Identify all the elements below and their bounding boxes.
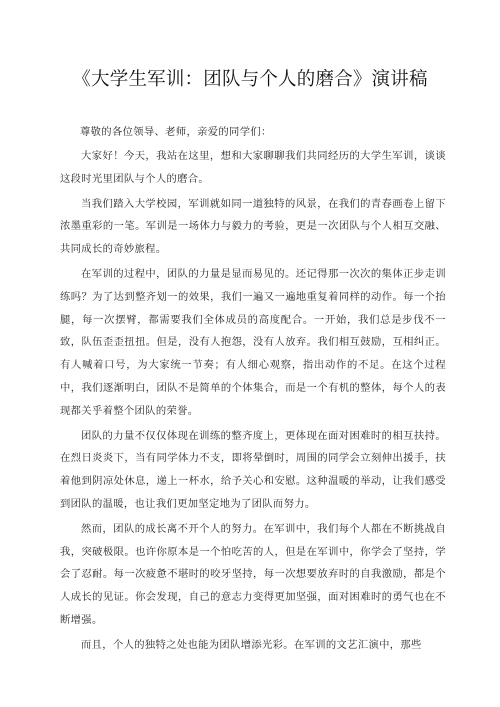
paragraph-mutual-support: 团队的力量不仅仅体现在训练的整齐度上，更体现在面对困难时的相互扶持。在烈日炎炎下，当有同学体力不支，即将晕倒时，周围的同学会立刻伸出援手，扶着他到阴凉处休息，递上一杯水，给予关心和安慰。这种温暖的举动，让我们感受到团队的温暖，也让我们更加坚定地为了团队而努力。 bbox=[60, 429, 446, 510]
paragraph-greeting: 大家好！今天，我站在这里，想和大家聊聊我们共同经历的大学生军训，谈谈这段时光里团队与个人的磨合。 bbox=[60, 150, 446, 185]
paragraph-individual-effort: 然而，团队的成长离不开个人的努力。在军训中，我们每个人都在不断挑战自我，突破极限。也许你原本是一个怕吃苦的人，但是在军训中，你学会了坚持，学会了忍耐。每一次疲惫不堪时的咬牙坚持，每一次想要放弃时的自我激励，都是个人成长的见证。你会发现，自己的意志力变得更加坚强，面对困难时的勇气也在不断增强。 bbox=[60, 522, 446, 626]
paragraph-team-power: 在军训的过程中，团队的力量是显而易见的。还记得那一次次的集体正步走训练吗？为了达到整齐划一的效果，我们一遍又一遍地重复着同样的动作。每一个抬腿，每一次摆臂，都需要我们全体成员的高度配合。一开始，我们总是步伐不一致，队伍歪歪扭扭。但是，没有人抱怨，没有人放弃。我们相互鼓励，互相纠正。有人喊着口号，为大家统一节奏；有人细心观察，指出动作的不足。在这个过程中，我们逐渐明白，团队不是简单的个体集合，而是一个有机的整体，每个人的表现都关乎着整个团队的荣誉。 bbox=[60, 267, 446, 417]
document-title: 《大学生军训：团队与个人的磨合》演讲稿 bbox=[72, 69, 428, 90]
paragraph-intro: 当我们踏入大学校园，军训就如同一道独特的风景，在我们的青春画卷上留下浓墨重彩的一笔。军训是一场体力与毅力的考验，更是一次团队与个人相互交融、共同成长的奇妙旅程。 bbox=[60, 197, 446, 256]
paragraph-individual-uniqueness: 而且，个人的独特之处也能为团队增添光彩。在军训的文艺汇演中，那些 bbox=[81, 638, 422, 651]
document-body bbox=[60, 122, 446, 657]
salutation: 尊敬的各位领导、老师，亲爱的同学们： bbox=[80, 126, 272, 138]
